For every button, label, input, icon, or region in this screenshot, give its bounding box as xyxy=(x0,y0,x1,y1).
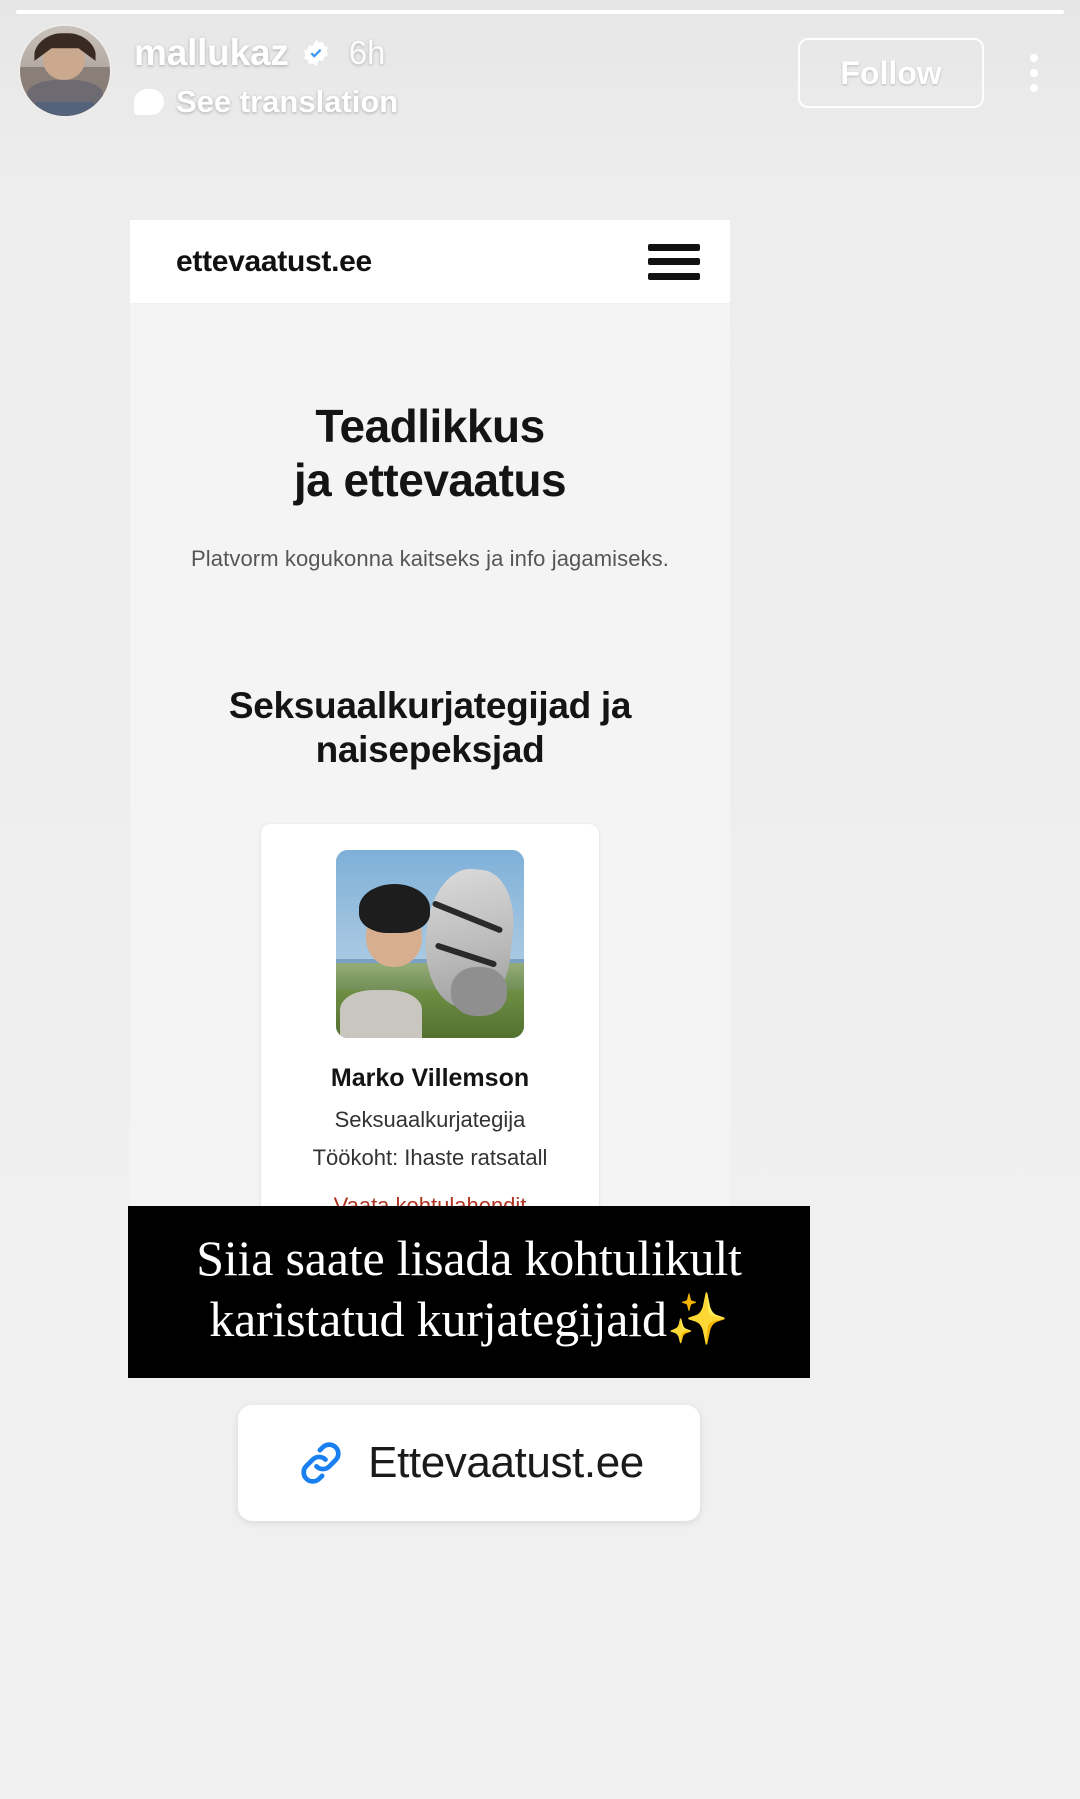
link-sticker-label: Ettevaatust.ee xyxy=(368,1438,644,1487)
photo-riding-helmet xyxy=(359,884,430,933)
photo-person-shoulder xyxy=(340,990,423,1039)
link-chain-icon xyxy=(294,1436,348,1490)
hamburger-line xyxy=(648,273,700,280)
story-progress-segment xyxy=(16,10,1064,14)
caption-line-2: karistatud kurjategijaid✨ xyxy=(209,1291,729,1347)
hamburger-line xyxy=(648,244,700,251)
hero-title-line2: ja ettevaatus xyxy=(293,453,567,506)
more-dot xyxy=(1030,54,1038,62)
hamburger-line xyxy=(648,258,700,265)
see-translation-label: See translation xyxy=(176,84,399,119)
follow-button[interactable] xyxy=(798,38,984,108)
translation-bubble-icon xyxy=(134,89,164,115)
photo-horse-muzzle xyxy=(451,967,507,1016)
hero-title-line1: Teadlikkus xyxy=(315,400,545,452)
story-timestamp: 6h xyxy=(348,34,386,71)
hamburger-menu-icon[interactable] xyxy=(648,244,700,280)
website-preview-card[interactable] xyxy=(130,220,730,1295)
website-domain-label: ettevaatust.ee xyxy=(176,244,372,278)
see-translation-button[interactable] xyxy=(134,84,398,120)
more-dot xyxy=(1030,69,1038,77)
website-topbar xyxy=(130,220,730,304)
avatar-jeans xyxy=(36,102,94,116)
link-sticker[interactable] xyxy=(238,1405,700,1521)
story-header-text xyxy=(134,24,398,120)
section-title xyxy=(170,684,690,773)
section-title-line2: naisepeksjad xyxy=(315,729,545,771)
hero-subtitle: Platvorm kogukonna kaitseks ja info jagamiseks. xyxy=(191,545,669,571)
username-label[interactable]: mallukaz xyxy=(134,32,289,73)
story-progress-bar xyxy=(16,10,1064,15)
more-dot xyxy=(1030,84,1038,92)
follow-button-label: Follow xyxy=(840,54,942,91)
hero-title xyxy=(170,400,690,508)
story-caption-banner xyxy=(128,1206,810,1378)
more-options-icon[interactable] xyxy=(1010,42,1058,104)
person-with-horse-photo xyxy=(336,850,524,1038)
person-name: Marko Villemson xyxy=(330,1064,530,1093)
story-author-row xyxy=(134,32,398,74)
section-title-line1: Seksuaalkurjategijad ja xyxy=(228,684,632,726)
caption-line-1: Siia saate lisada kohtulikult xyxy=(196,1230,742,1286)
avatar[interactable] xyxy=(18,24,112,118)
person-role: Seksuaalkurjategija xyxy=(334,1107,526,1133)
person-card[interactable] xyxy=(261,824,599,1249)
verified-badge-icon xyxy=(301,38,331,68)
person-workplace: Töökoht: Ihaste ratsatall xyxy=(312,1145,548,1171)
website-body xyxy=(130,304,730,1295)
